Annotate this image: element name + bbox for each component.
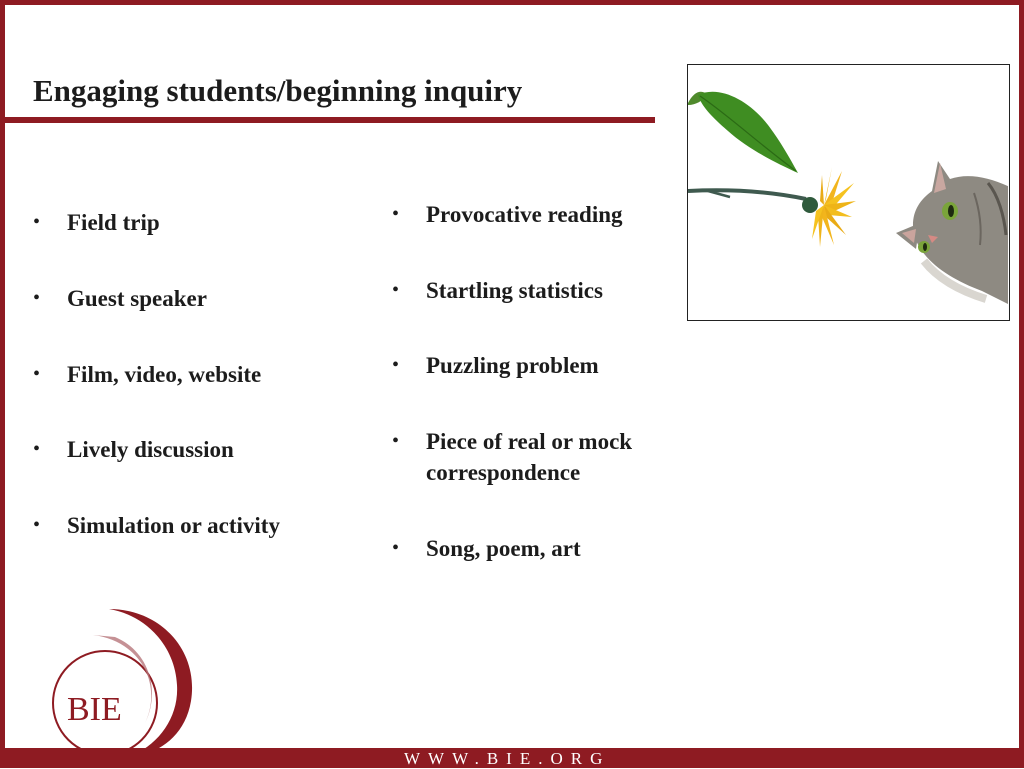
list-item	[29, 207, 329, 238]
right-bullet-list	[388, 199, 688, 579]
cat-pupil	[948, 205, 954, 217]
footer-url: WWW.BIE.ORG	[404, 749, 611, 768]
bie-logo-icon	[41, 605, 201, 755]
bullet-icon: •	[392, 354, 400, 376]
cat-head	[896, 161, 1008, 305]
list-item-text: Startling statistics	[426, 278, 603, 303]
list-item-text: Provocative reading	[426, 202, 623, 227]
list-item	[29, 283, 329, 314]
slide-title: Engaging students/beginning inquiry	[33, 73, 523, 108]
list-item	[388, 426, 688, 488]
flower-center	[802, 197, 818, 213]
list-item-text: Simulation or activity	[67, 513, 280, 538]
list-item	[388, 533, 688, 564]
bullet-icon: •	[33, 211, 41, 233]
logo-text: BIE	[67, 691, 122, 728]
list-item-text: Field trip	[67, 210, 160, 235]
list-item-text: Guest speaker	[67, 286, 207, 311]
cat-flower-illustration	[688, 65, 1008, 319]
list-item	[29, 434, 329, 465]
list-item-text: Piece of real or mock correspondence	[426, 429, 633, 485]
title-underline	[5, 117, 655, 123]
bullet-icon: •	[392, 279, 400, 301]
bullet-icon: •	[33, 514, 41, 536]
cat-pupil	[923, 243, 927, 251]
list-item-text: Puzzling problem	[426, 353, 599, 378]
bullet-icon: •	[33, 287, 41, 309]
bullet-icon: •	[392, 430, 400, 452]
list-item	[388, 275, 688, 306]
bullet-icon: •	[392, 537, 400, 559]
cat-flower-photo	[687, 64, 1010, 321]
list-item	[29, 510, 329, 541]
list-item	[29, 359, 329, 390]
list-item-text: Lively discussion	[67, 437, 234, 462]
flower-stem	[688, 190, 806, 199]
bullet-icon: •	[392, 203, 400, 225]
list-item	[388, 199, 688, 230]
bullet-icon: •	[33, 438, 41, 460]
bullet-icon: •	[33, 363, 41, 385]
flower-petals	[812, 167, 856, 247]
list-item	[388, 350, 688, 381]
left-bullet-list	[29, 207, 369, 567]
list-item-text: Song, poem, art	[426, 536, 581, 561]
list-item-text: Film, video, website	[67, 362, 262, 387]
